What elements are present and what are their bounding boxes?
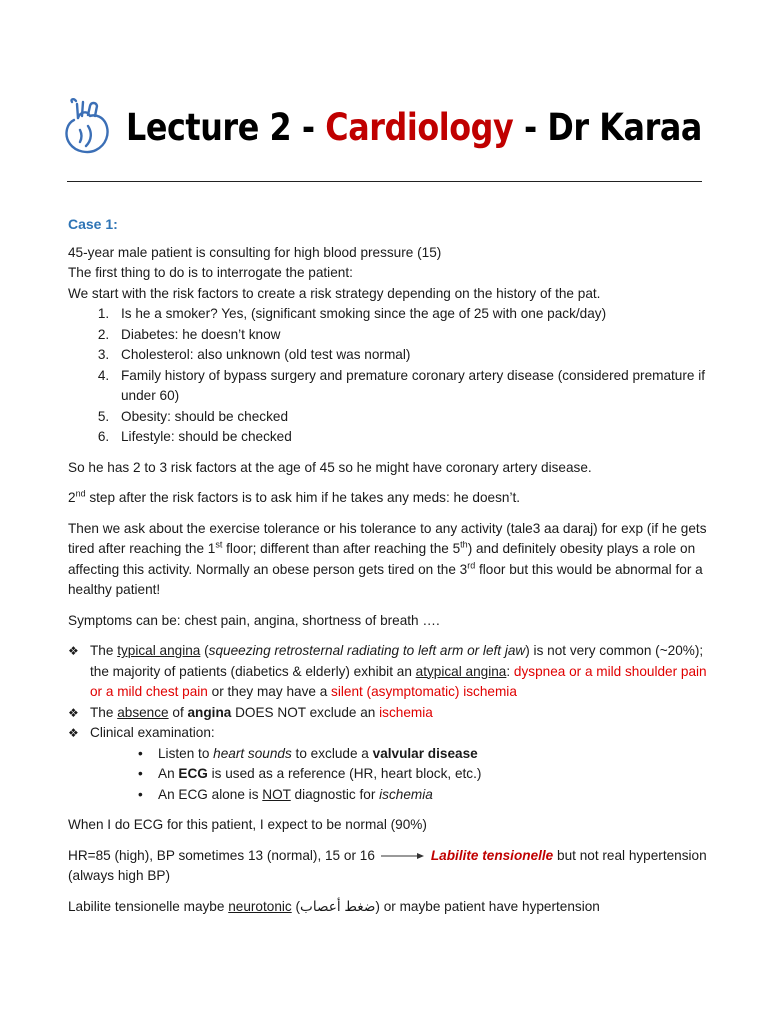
list-item: 5. Obesity: should be checked <box>113 407 708 428</box>
intro-line: 45-year male patient is consulting for high blood pressure (15) <box>68 244 442 260</box>
heart-icon <box>60 96 116 158</box>
step2-paragraph: 2nd step after the risk factors is to ask him if he takes any meds: he doesn’t. <box>68 488 521 505</box>
list-item: 2. Diabetes: he doesn’t know <box>113 325 708 346</box>
list-item: • An ECG alone is NOT diagnostic for ischemia <box>138 785 708 806</box>
list-item: 1. Is he a smoker? Yes, (significant smoking since the age of 25 with one pack/day) <box>113 304 708 325</box>
list-item: ❖ The absence of angina DOES NOT exclude an ischemia <box>68 703 708 724</box>
list-item: 3. Cholesterol: also unknown (old test was normal) <box>113 345 708 366</box>
list-item: ❖ Clinical examination: • Listen to heart sounds to exclude a valvular disease • An ECG is used as a reference (HR, heart block, etc.) • An ECG alone is NOT diagnostic for ischemia <box>68 723 708 805</box>
page-title: Lecture 2 - Cardiology - Dr Karaa <box>126 105 702 149</box>
title-accent: Cardiology <box>325 105 514 149</box>
key-points-list <box>68 641 708 805</box>
document-body <box>68 214 708 917</box>
labile-paragraph: Labilite tensionelle maybe neurotonic (ضغط أعصاب) or maybe patient have hypertension <box>68 898 600 914</box>
case-heading: Case 1: <box>68 216 118 232</box>
arrow-right-icon <box>381 852 425 860</box>
list-item: 4. Family history of bypass surgery and premature coronary artery disease (considered premature if under 60) <box>113 366 708 407</box>
hr-paragraph: HR=85 (high), BP sometimes 13 (normal), 15 or 16 Labilite tensionelle but not real hypertension (always high BP) <box>68 847 707 883</box>
list-item: 6. Lifestyle: should be checked <box>113 427 708 448</box>
risk-factor-list <box>68 304 708 448</box>
symptoms-line: Symptoms can be: chest pain, angina, shortness of breath …. <box>68 612 440 628</box>
clinical-exam-list <box>90 744 708 806</box>
ecg-expectation: When I do ECG for this patient, I expect to be normal (90%) <box>68 817 427 832</box>
labile-label: Labilite tensionelle <box>430 847 554 863</box>
star-bullet-icon: ❖ <box>68 705 79 720</box>
star-bullet-icon: ❖ <box>68 644 79 658</box>
intro-line: We start with the risk factors to create a risk strategy depending on the history of the pat. <box>68 285 601 301</box>
list-item: • An ECG is used as a reference (HR, heart block, etc.) <box>138 764 708 785</box>
intro-line: The first thing to do is to interrogate the patient: <box>68 265 353 280</box>
list-item: ❖ The typical angina (squeezing retrosternal radiating to left arm or left jaw) is not very common (~20%); the majority of patients (diabetics & elderly) exhibit an atypical angina: dyspnea or a mild shoulder pain or a mild chest pain or they may have a silent (asymptomatic) ischemia <box>68 643 707 699</box>
title-divider <box>67 181 702 182</box>
risk-summary: So he has 2 to 3 risk factors at the age of 45 so he might have coronary artery disease. <box>68 459 592 475</box>
exercise-paragraph: Then we ask about the exercise tolerance or his tolerance to any activity (tale3 aa daraj) for exp (if he gets tired after reaching the 1st floor; different than after reaching the 5th) and definitely obesity plays a role on affecting this activity. Normally an obese person gets tired on the 3rd floor but this would be abnormal for a healthy patient! <box>68 520 707 597</box>
title-row <box>60 92 768 162</box>
list-item: • Listen to heart sounds to exclude a valvular disease <box>138 744 708 765</box>
star-bullet-icon: ❖ <box>68 726 79 740</box>
